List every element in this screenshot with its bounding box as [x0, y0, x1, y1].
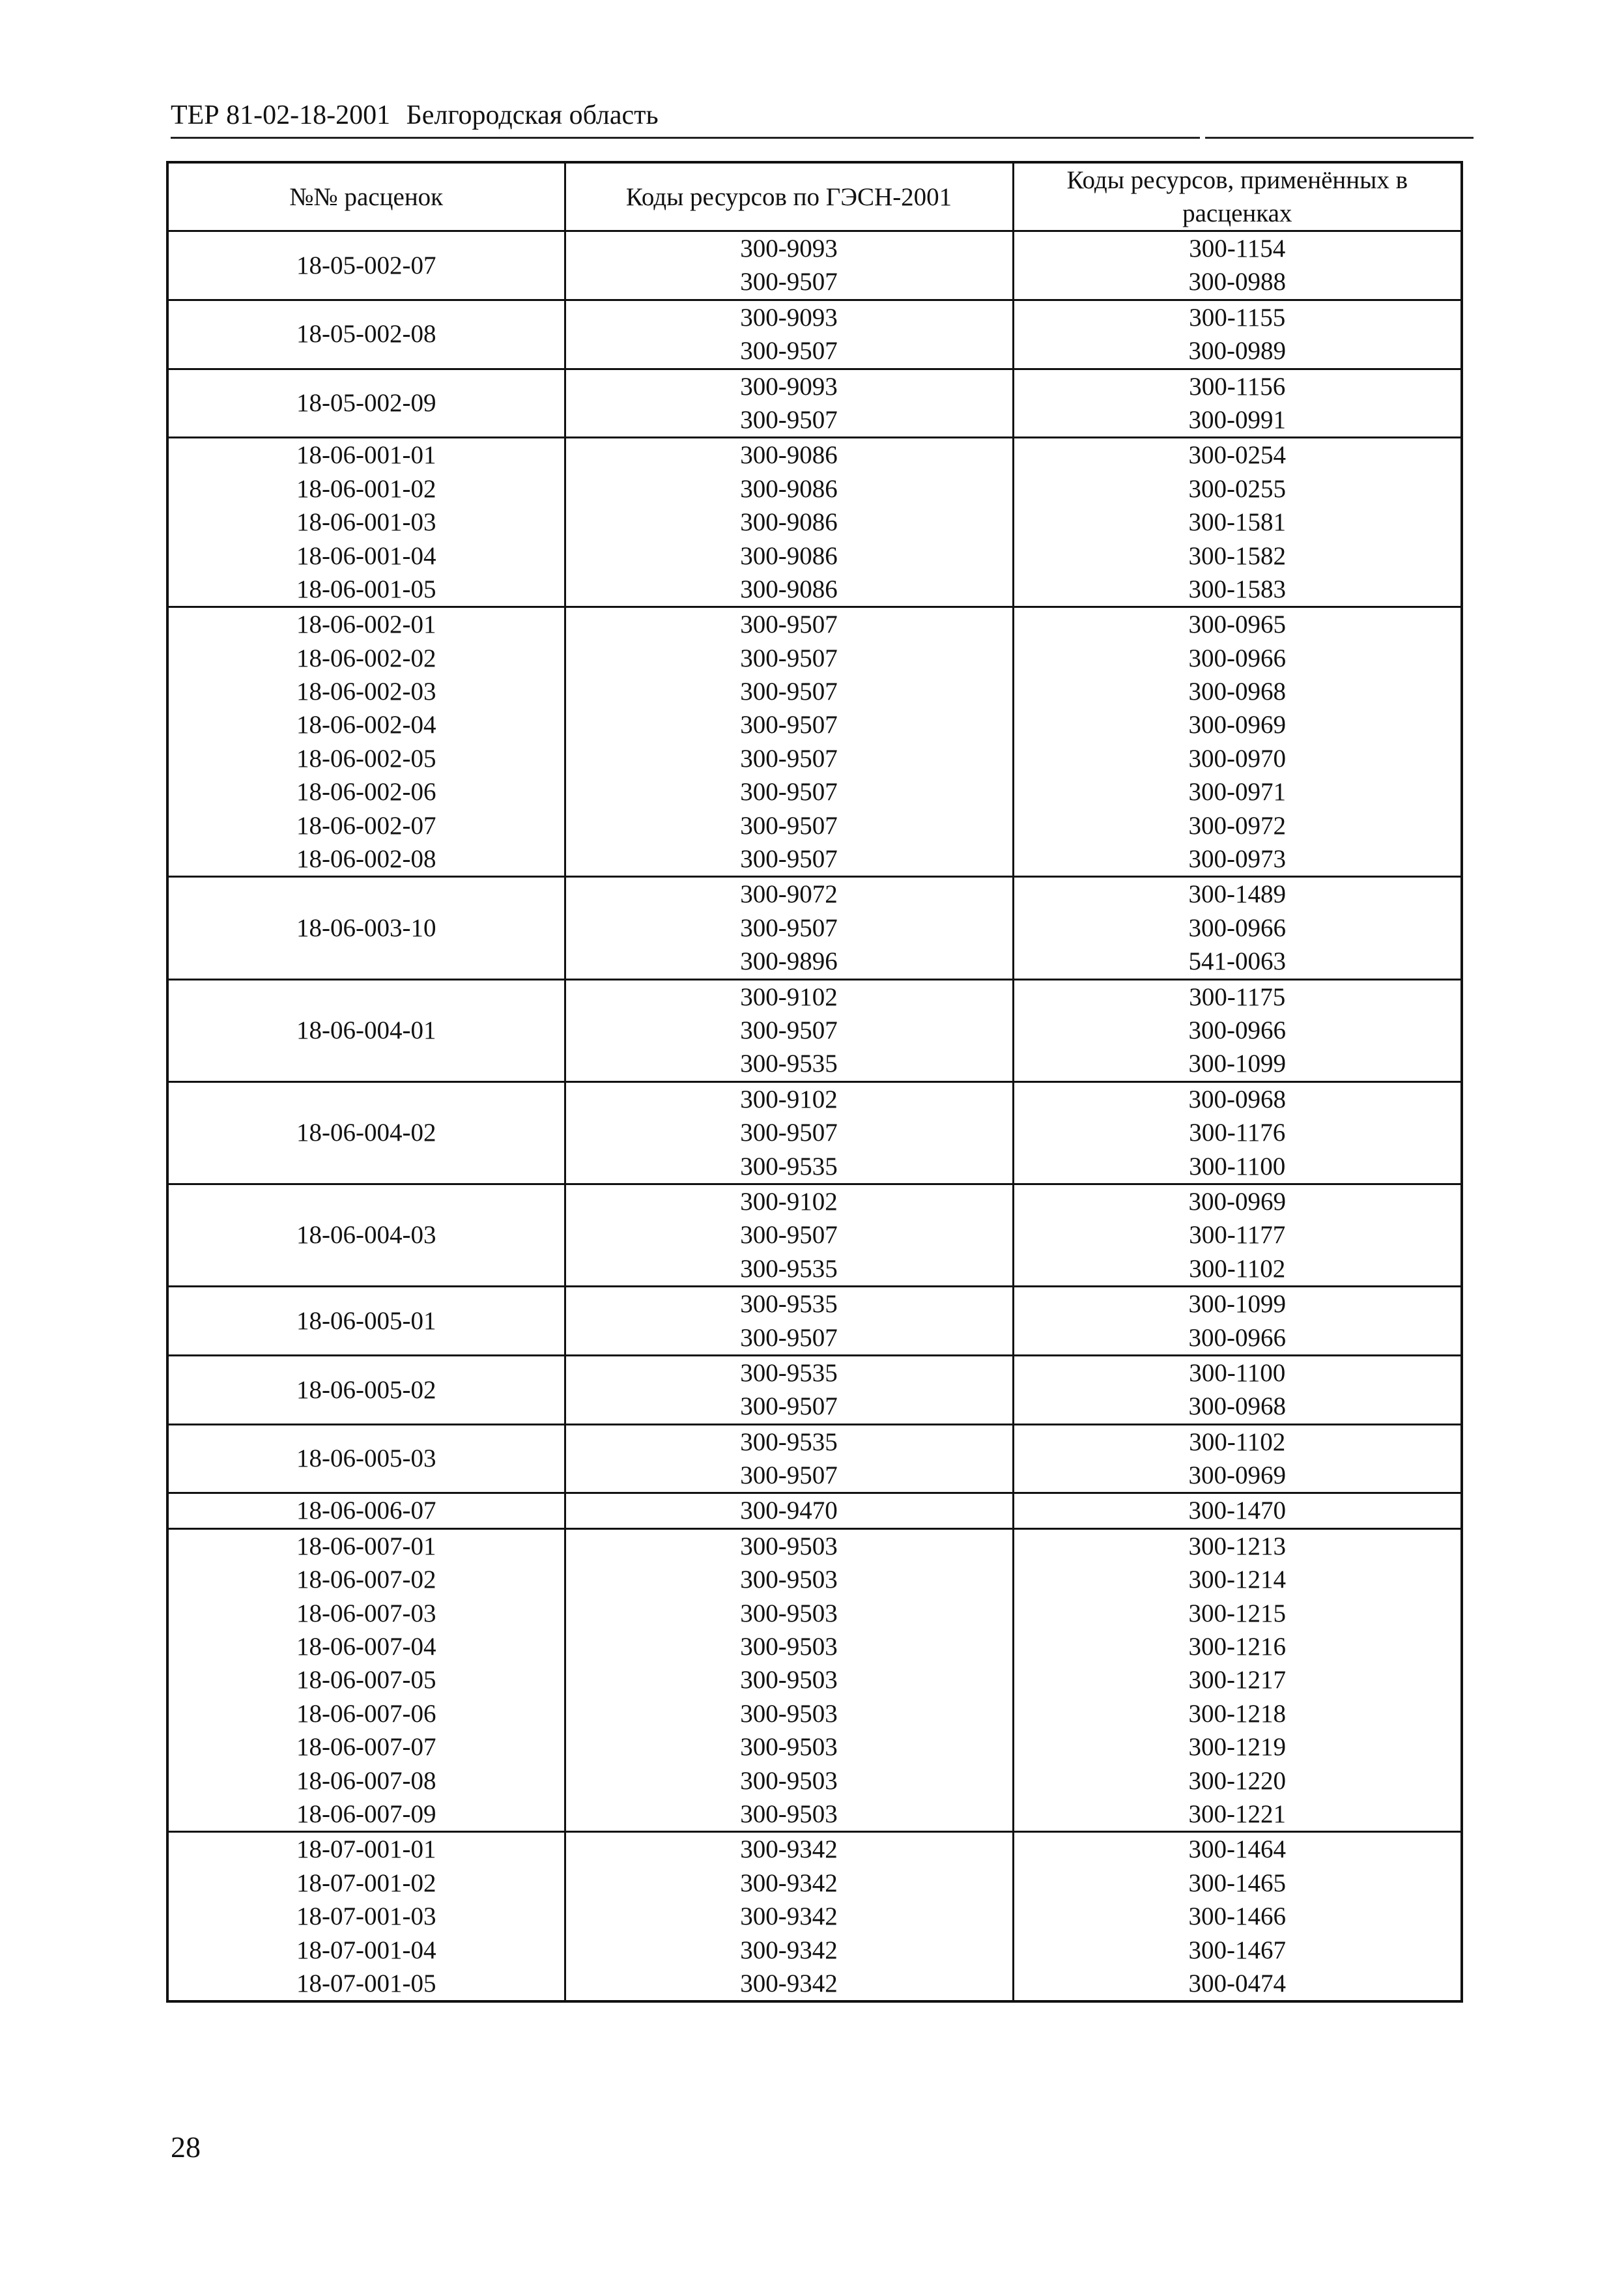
resource-code: 300-9342 [740, 1902, 838, 1931]
resource-code: 300-9503 [740, 1766, 838, 1795]
table-row [167, 300, 1462, 369]
rate-number: 18-06-007-08 [296, 1766, 436, 1795]
rate-number: 18-06-007-07 [296, 1733, 436, 1762]
table-group [167, 607, 1462, 877]
rate-number: 18-06-007-05 [296, 1666, 436, 1695]
resource-code: 300-0965 [1188, 610, 1286, 639]
applied-code-cell [1013, 877, 1462, 979]
resource-code: 300-1100 [1189, 1358, 1286, 1387]
table-group [167, 1832, 1462, 2001]
rate-number: 18-06-002-01 [296, 610, 436, 639]
rate-number-cell [167, 1493, 565, 1528]
resource-code: 300-9102 [740, 982, 838, 1011]
resource-code: 300-9093 [740, 372, 838, 401]
resource-code: 300-9470 [740, 1496, 838, 1525]
rate-number: 18-06-002-07 [296, 811, 436, 840]
resource-code: 300-9507 [740, 845, 838, 874]
column-header-gesn-codes: Коды ресурсов по ГЭСН-2001 [565, 162, 1013, 231]
resource-code: 300-9342 [740, 1835, 838, 1864]
resource-code: 300-0474 [1188, 1969, 1286, 1997]
doc-code: ТЕР 81-02-18-2001 [171, 100, 391, 130]
rate-number: 18-06-004-02 [296, 1119, 436, 1147]
resource-code: 300-0966 [1188, 1016, 1286, 1044]
applied-code-cell [1013, 1832, 1462, 2001]
table-row [167, 1528, 1462, 1832]
applied-code-cell [1013, 1424, 1462, 1493]
rate-number-cell [167, 1287, 565, 1356]
rate-number: 18-06-002-05 [296, 744, 436, 773]
resource-code: 300-9507 [740, 405, 838, 434]
resource-code: 300-9503 [740, 1532, 838, 1560]
resource-code: 300-0255 [1188, 474, 1286, 503]
rate-number-cell [167, 1355, 565, 1424]
rate-number-cell [167, 607, 565, 877]
rate-number: 18-06-003-10 [296, 913, 436, 942]
gesn-code-cell [565, 877, 1013, 979]
resource-code: 300-0966 [1188, 913, 1286, 942]
applied-code-cell [1013, 1493, 1462, 1528]
gesn-code-cell [565, 1493, 1013, 1528]
rate-number-cell [167, 1424, 565, 1493]
table-group [167, 979, 1462, 1081]
resource-code: 300-0968 [1188, 1085, 1286, 1113]
gesn-code-cell [565, 1355, 1013, 1424]
rate-number: 18-06-001-04 [296, 541, 436, 570]
resource-code: 300-9507 [740, 744, 838, 773]
gesn-code-cell [565, 1184, 1013, 1286]
resource-code: 300-1581 [1188, 508, 1286, 537]
table-row [167, 1424, 1462, 1493]
resource-code: 300-9503 [740, 1699, 838, 1728]
resource-code: 300-9102 [740, 1085, 838, 1113]
table-row [167, 1832, 1462, 2001]
resource-code: 300-0989 [1188, 337, 1286, 365]
resource-code: 300-9102 [740, 1187, 838, 1216]
gesn-code-cell [565, 300, 1013, 369]
resource-code: 541-0063 [1188, 947, 1286, 976]
resource-code: 300-9507 [740, 1016, 838, 1044]
resource-code: 300-9503 [740, 1599, 838, 1627]
resource-code: 300-9535 [740, 1358, 838, 1387]
resource-code: 300-9086 [740, 508, 838, 537]
gesn-code-cell [565, 1424, 1013, 1493]
resource-code: 300-1176 [1189, 1119, 1286, 1147]
rate-number: 18-06-002-03 [296, 678, 436, 706]
applied-code-cell [1013, 1184, 1462, 1286]
table-group [167, 1355, 1462, 1424]
resource-code: 300-1466 [1188, 1902, 1286, 1931]
gesn-code-cell [565, 1081, 1013, 1184]
resource-code: 300-0973 [1188, 845, 1286, 874]
rate-number: 18-05-002-07 [296, 251, 436, 279]
resource-code: 300-9535 [740, 1254, 838, 1283]
rate-number: 18-06-004-01 [296, 1016, 436, 1044]
rate-number: 18-07-001-05 [296, 1969, 436, 1997]
resource-code: 300-9086 [740, 541, 838, 570]
header-rule [171, 137, 1200, 139]
resource-code: 300-0254 [1188, 441, 1286, 470]
table-group [167, 1081, 1462, 1184]
header-rule [1205, 137, 1474, 139]
applied-code-cell [1013, 300, 1462, 369]
running-header [171, 99, 659, 132]
table-group [167, 369, 1462, 438]
resource-code: 300-0968 [1188, 1392, 1286, 1421]
applied-code-cell [1013, 231, 1462, 300]
resource-code: 300-1464 [1188, 1835, 1286, 1864]
resource-code: 300-9342 [740, 1969, 838, 1997]
gesn-code-cell [565, 1528, 1013, 1832]
resource-code: 300-9086 [740, 441, 838, 470]
resource-code: 300-1099 [1188, 1290, 1286, 1319]
resource-code: 300-1218 [1188, 1699, 1286, 1728]
resource-code: 300-1177 [1189, 1221, 1286, 1250]
resource-code: 300-1175 [1189, 982, 1286, 1011]
resource-code: 300-1213 [1188, 1532, 1286, 1560]
rate-number: 18-06-005-02 [296, 1375, 436, 1404]
table-row [167, 607, 1462, 877]
table-group [167, 1184, 1462, 1286]
rate-number: 18-06-007-09 [296, 1799, 436, 1828]
rate-number-cell [167, 438, 565, 607]
resource-code: 300-1102 [1189, 1254, 1286, 1283]
resource-code: 300-0991 [1188, 405, 1286, 434]
region-name: Белгородская область [406, 100, 659, 130]
rate-number-cell [167, 300, 565, 369]
resource-code: 300-1214 [1188, 1566, 1286, 1594]
rate-number-cell [167, 1528, 565, 1832]
table-group [167, 1528, 1462, 1832]
resource-code: 300-9507 [740, 913, 838, 942]
rate-number-cell [167, 877, 565, 979]
table-row [167, 877, 1462, 979]
rate-number: 18-06-002-04 [296, 711, 436, 739]
resource-code: 300-0969 [1188, 1461, 1286, 1490]
resource-code: 300-1582 [1188, 541, 1286, 570]
resource-code: 300-9093 [740, 235, 838, 263]
rate-number-cell [167, 979, 565, 1081]
rate-number: 18-06-002-08 [296, 845, 436, 874]
resource-code: 300-9507 [740, 1323, 838, 1352]
resource-code: 300-0971 [1188, 778, 1286, 807]
resource-code: 300-1217 [1188, 1666, 1286, 1695]
rate-number: 18-06-007-03 [296, 1599, 436, 1627]
resource-code: 300-9507 [740, 337, 838, 365]
resource-codes-table [166, 161, 1463, 2003]
gesn-code-cell [565, 607, 1013, 877]
gesn-code-cell [565, 369, 1013, 438]
table-group [167, 231, 1462, 300]
column-header-rate-numbers: №№ расценок [167, 162, 565, 231]
gesn-code-cell [565, 1287, 1013, 1356]
resource-code: 300-9507 [740, 610, 838, 639]
resource-code: 300-9507 [740, 678, 838, 706]
applied-code-cell [1013, 607, 1462, 877]
gesn-code-cell [565, 438, 1013, 607]
rate-number: 18-05-002-08 [296, 320, 436, 349]
rate-number: 18-05-002-09 [296, 389, 436, 418]
resource-code: 300-9086 [740, 474, 838, 503]
resource-code: 300-9072 [740, 880, 838, 909]
resource-code: 300-0969 [1188, 711, 1286, 739]
rate-number: 18-06-004-03 [296, 1221, 436, 1250]
resource-code: 300-0988 [1188, 268, 1286, 296]
rate-number-cell [167, 1184, 565, 1286]
table-row [167, 231, 1462, 300]
resource-code: 300-1220 [1188, 1766, 1286, 1795]
resource-code: 300-9503 [740, 1799, 838, 1828]
table-row [167, 979, 1462, 1081]
resource-code: 300-0969 [1188, 1187, 1286, 1216]
resource-code: 300-0968 [1188, 678, 1286, 706]
resource-code: 300-1219 [1188, 1733, 1286, 1762]
table-row [167, 1355, 1462, 1424]
rate-number: 18-06-002-06 [296, 778, 436, 807]
resource-code: 300-1467 [1188, 1936, 1286, 1964]
resource-code: 300-9507 [740, 711, 838, 739]
resource-code: 300-1215 [1188, 1599, 1286, 1627]
rate-number: 18-06-001-02 [296, 474, 436, 503]
gesn-code-cell [565, 231, 1013, 300]
table-group [167, 1424, 1462, 1493]
table-group [167, 438, 1462, 607]
applied-code-cell [1013, 1355, 1462, 1424]
resource-code: 300-9535 [740, 1050, 838, 1078]
gesn-code-cell [565, 979, 1013, 1081]
column-header-applied-codes: Коды ресурсов, применённых в расценках [1013, 162, 1462, 231]
applied-code-cell [1013, 1287, 1462, 1356]
rate-number: 18-06-001-03 [296, 508, 436, 537]
resource-code: 300-9503 [740, 1733, 838, 1762]
rate-number: 18-06-006-07 [296, 1496, 436, 1525]
rate-number: 18-06-005-01 [296, 1306, 436, 1335]
resource-code: 300-9507 [740, 1119, 838, 1147]
resource-code: 300-9342 [740, 1868, 838, 1897]
table-row [167, 1287, 1462, 1356]
rate-number-cell [167, 231, 565, 300]
resource-code: 300-0970 [1188, 744, 1286, 773]
rate-number: 18-06-005-03 [296, 1444, 436, 1473]
resource-code: 300-1470 [1188, 1496, 1286, 1525]
resource-code: 300-1099 [1188, 1050, 1286, 1078]
resource-code: 300-1155 [1189, 303, 1286, 332]
rate-number: 18-06-007-02 [296, 1566, 436, 1594]
applied-code-cell [1013, 1528, 1462, 1832]
table-row [167, 369, 1462, 438]
resource-code: 300-1489 [1188, 880, 1286, 909]
resource-code: 300-0966 [1188, 644, 1286, 672]
resource-code: 300-1154 [1189, 235, 1286, 263]
resource-code: 300-1216 [1188, 1633, 1286, 1661]
table-group [167, 877, 1462, 979]
table-group [167, 300, 1462, 369]
rate-number: 18-06-007-01 [296, 1532, 436, 1560]
resource-code: 300-1465 [1188, 1868, 1286, 1897]
rate-number: 18-06-007-04 [296, 1633, 436, 1661]
rate-number: 18-06-002-02 [296, 644, 436, 672]
resource-code: 300-9503 [740, 1566, 838, 1594]
table-row [167, 1184, 1462, 1286]
gesn-code-cell [565, 1832, 1013, 2001]
resource-code: 300-0966 [1188, 1323, 1286, 1352]
resource-code: 300-9507 [740, 1392, 838, 1421]
resource-code: 300-9507 [740, 268, 838, 296]
resource-code: 300-9342 [740, 1936, 838, 1964]
resource-code: 300-9535 [740, 1290, 838, 1319]
table-row [167, 1493, 1462, 1528]
resource-code: 300-9535 [740, 1152, 838, 1181]
applied-code-cell [1013, 1081, 1462, 1184]
resource-code: 300-1156 [1189, 372, 1286, 401]
applied-code-cell [1013, 979, 1462, 1081]
rate-number-cell [167, 369, 565, 438]
resource-code: 300-9507 [740, 644, 838, 672]
rate-number: 18-07-001-03 [296, 1902, 436, 1931]
resource-code: 300-9093 [740, 303, 838, 332]
resource-code: 300-1100 [1189, 1152, 1286, 1181]
rate-number-cell [167, 1081, 565, 1184]
resource-code: 300-1221 [1188, 1799, 1286, 1828]
rate-number: 18-07-001-02 [296, 1868, 436, 1897]
rate-number-cell [167, 1832, 565, 2001]
rate-number: 18-06-001-01 [296, 441, 436, 470]
resource-code: 300-9503 [740, 1666, 838, 1695]
rate-number: 18-06-001-05 [296, 575, 436, 603]
resource-code: 300-1102 [1189, 1427, 1286, 1456]
resource-code: 300-9086 [740, 575, 838, 603]
table-group [167, 1287, 1462, 1356]
applied-code-cell [1013, 369, 1462, 438]
resource-code: 300-9896 [740, 947, 838, 976]
applied-code-cell [1013, 438, 1462, 607]
resource-code: 300-9507 [740, 1461, 838, 1490]
table-row [167, 1081, 1462, 1184]
resource-code: 300-1583 [1188, 575, 1286, 603]
resource-code: 300-9503 [740, 1633, 838, 1661]
rate-number: 18-06-007-06 [296, 1699, 436, 1728]
resource-code: 300-9507 [740, 811, 838, 840]
resource-code: 300-9507 [740, 778, 838, 807]
table-row [167, 438, 1462, 607]
table-header-row [167, 162, 1462, 231]
resource-code: 300-9507 [740, 1221, 838, 1250]
resource-code: 300-0972 [1188, 811, 1286, 840]
table-group [167, 1493, 1462, 1528]
page-number: 28 [171, 2130, 201, 2164]
rate-number: 18-07-001-04 [296, 1936, 436, 1964]
rate-number: 18-07-001-01 [296, 1835, 436, 1864]
resource-code: 300-9535 [740, 1427, 838, 1456]
